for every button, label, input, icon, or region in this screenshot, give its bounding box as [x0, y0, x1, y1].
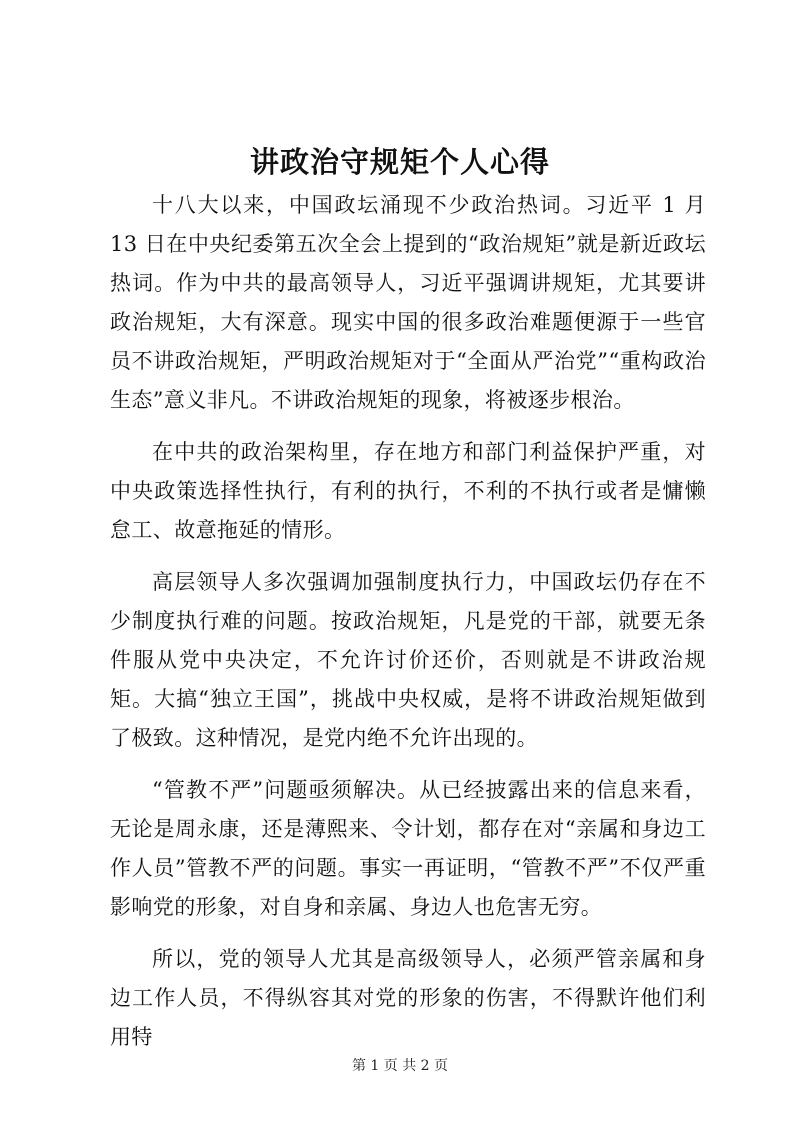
paragraph-1: 十八大以来，中国政坛涌现不少政治热词。习近平 1 月 13 日在中央纪委第五次全会上提到的“政治规矩”就是新近政坛热词。作为中共的最高领导人，习近平强调讲规矩，尤其要讲政治规矩，大有深意。现实中国的很多政治难题便源于一些官员不讲政治规矩，严明政治规矩对于“全面从严治党”“重构政治生态”意义非凡。不讲政治规矩的现象，将被逐步根治。: [110, 193, 706, 412]
page-title: 讲政治守规矩个人心得: [249, 145, 550, 179]
paragraph-4: “管教不严”问题亟须解决。从已经披露出来的信息来看，无论是周永康，还是薄熙来、令计划，都存在对“亲属和身边工作人员”管教不严的问题。事实一再证明，“管教不严”不仅严重影响党的形象，对自身和亲属、身边人也危害无穷。: [110, 778, 706, 919]
paragraph-2: 在中共的政治架构里，存在地方和部门利益保护严重，对中央政策选择性执行，有利的执行，不利的不执行或者是慵懒怠工、故意拖延的情形。: [110, 440, 706, 542]
paragraph-5: 所以，党的领导人尤其是高级领导人，必须严管亲属和身边工作人员，不得纵容其对党的形象的伤害，不得默许他们利用特: [110, 947, 706, 1049]
document-body: [110, 186, 706, 1057]
page-footer: 第 1 页 共 2 页: [351, 1058, 449, 1074]
paragraph-3: 高层领导人多次强调加强制度执行力，中国政坛仍存在不少制度执行难的问题。按政治规矩，凡是党的干部，就要无条件服从党中央决定，不允许讨价还价，否则就是不讲政治规矩。大搞“独立王国”，挑战中央权威，是将不讲政治规矩做到了极致。这种情况，是党内绝不允许出现的。: [110, 570, 706, 750]
